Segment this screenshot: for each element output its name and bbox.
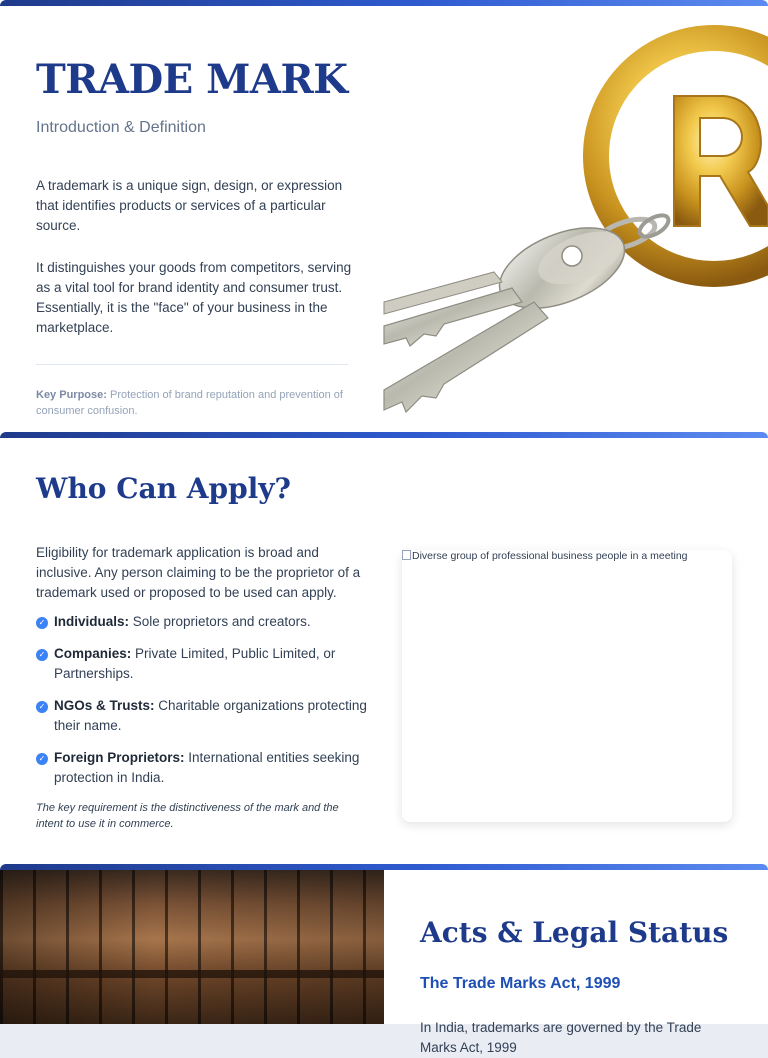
key-requirement-note: The key requirement is the distinctiveness of the mark and the intent to use it in commerce. — [36, 802, 339, 830]
eligibility-paragraph: Eligibility for trademark application is broad and inclusive. Any person claiming to be the proprietor of a trademark used or proposed to be used can apply. — [36, 545, 361, 600]
distinction-paragraph: It distinguishes your goods from competitors, serving as a vital tool for brand identity and consumer trust. Essentially, it is the "face" of your business in the marketplace. — [36, 260, 352, 335]
definition-paragraph: A trademark is a unique sign, design, or expression that identifies products or services of a particular source. — [36, 178, 343, 233]
list-item-text: Sole proprietors and creators. — [129, 614, 311, 629]
meeting-image-card — [402, 550, 732, 822]
registered-trademark-keys-image — [384, 6, 768, 438]
broken-image-alt-text — [402, 550, 688, 562]
list-item — [36, 644, 372, 684]
bookshelf-divider — [0, 970, 384, 978]
slide-introduction — [0, 0, 768, 438]
slide-who-can-apply — [0, 432, 768, 866]
slide-accent-bar — [0, 432, 768, 438]
list-item — [36, 748, 372, 788]
check-circle-icon: ✓ — [36, 649, 48, 661]
list-item-text: Charitable organizations protecting their name. — [54, 698, 367, 733]
slide-title: Who Can Apply? — [36, 472, 291, 505]
slide-subtitle: Introduction & Definition — [36, 119, 206, 136]
list-item — [36, 696, 372, 736]
key-purpose-text: Protection of brand reputation and prevention of consumer confusion. — [36, 389, 343, 417]
law-books-image — [0, 870, 384, 1024]
act-subtitle: The Trade Marks Act, 1999 — [420, 975, 621, 992]
act-paragraph: In India, trademarks are governed by the Trade Marks Act, 1999 — [420, 1020, 702, 1055]
page-title: TRADE MARK — [36, 56, 348, 103]
list-item-label: Individuals: — [54, 614, 130, 629]
list-item-label: Companies: — [54, 646, 132, 661]
key-purpose-note — [36, 387, 356, 419]
divider — [36, 364, 348, 365]
list-item — [36, 612, 372, 632]
slide-acts-legal-status — [0, 864, 768, 1055]
broken-image-icon — [402, 550, 411, 560]
check-circle-icon: ✓ — [36, 617, 48, 629]
applicant-list — [36, 612, 372, 800]
list-item-label: Foreign Proprietors: — [54, 750, 185, 765]
list-item-label: NGOs & Trusts: — [54, 698, 155, 713]
check-circle-icon: ✓ — [36, 753, 48, 765]
image-alt-label: Diverse group of professional business people in a meeting — [412, 550, 688, 562]
list-item-text: International entities seeking protection in India. — [54, 750, 360, 785]
check-circle-icon: ✓ — [36, 701, 48, 713]
slide-title: Acts & Legal Status — [420, 916, 729, 949]
list-item-text: Private Limited, Public Limited, or Partnerships. — [54, 646, 336, 681]
key-purpose-label: Key Purpose: — [36, 389, 107, 401]
